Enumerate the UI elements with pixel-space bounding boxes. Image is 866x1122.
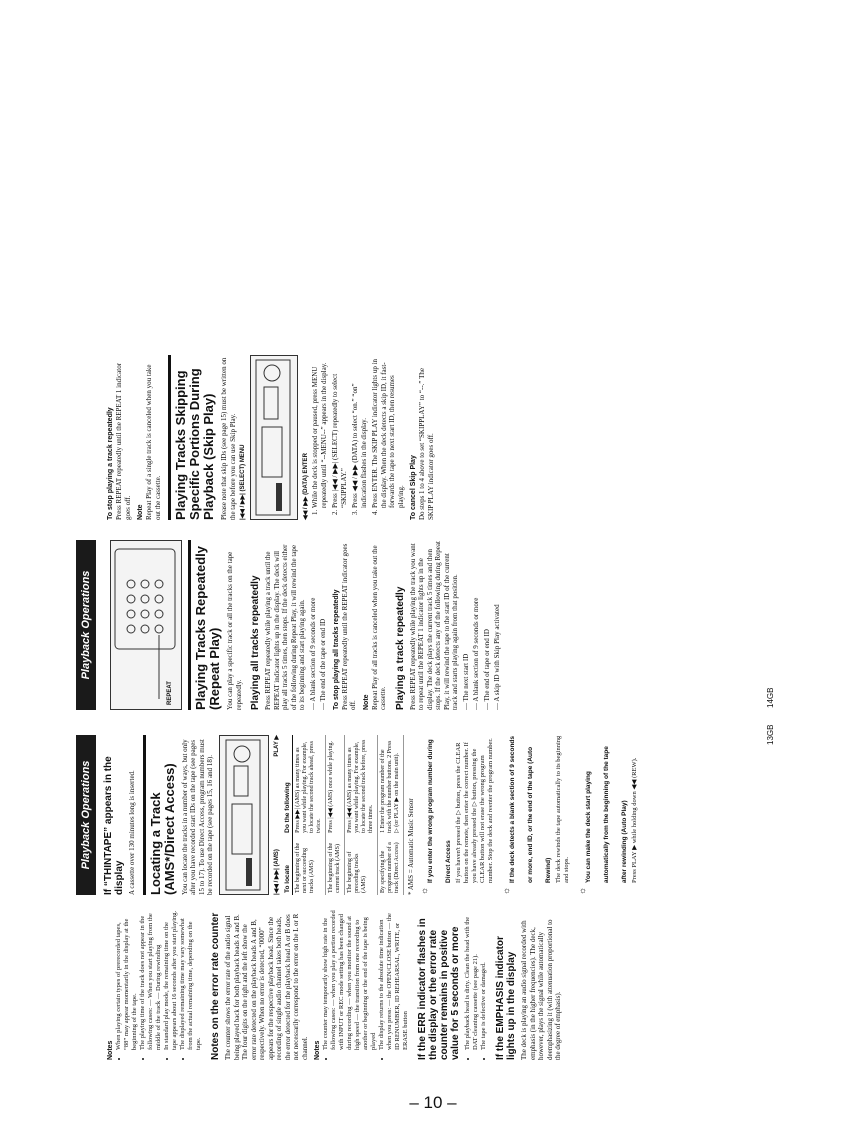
notes2-list	[322, 910, 410, 1060]
left-page-column-2	[76, 735, 645, 895]
left-section-header: Playback Operations	[76, 735, 96, 895]
table-row	[377, 735, 403, 895]
list-item: • The display returns to the absolute time indication when you press: — the OPEN/CLOSE button — the ID RENUMBER, ID REHEARSAL, WRITE, or ERASE button	[378, 910, 410, 1050]
note1-title: Note	[362, 694, 370, 710]
repeat-text: You can play a specific track or all the tracks on the tape repeatedly.	[226, 551, 243, 710]
note2-text: Repeat Play of a single track is canceled when you take out the cassette.	[145, 364, 162, 520]
table-cell: The beginning of the current track (AMS)	[325, 835, 344, 895]
cancel-skip-text: Do steps 1 to 4 above to set “SKIPPLAY” to “--.” The SKIP PLAY indicator goes off.	[418, 367, 435, 520]
skip-play-text: Please note that skip IDs (see page 15) must be written on the tape before you can use Skip Play.	[220, 357, 237, 520]
tip-title: You can make the deck start playing automatically from the beginning of the tape after rewinding (Auto Play)	[585, 746, 628, 883]
stop-all-text: Press REPEAT repeatedly until the REPEAT indicator goes off.	[340, 543, 357, 710]
err-flash-list	[464, 910, 488, 1060]
list-item: • The tape is defective or damaged.	[480, 910, 488, 1050]
note2-title: Note	[137, 504, 144, 520]
deck-front-panel-icon	[251, 356, 295, 519]
all-tracks-item: — The end of the tape or end ID	[319, 618, 327, 710]
locate-table	[283, 735, 404, 895]
tip-text: If you haven't pressed the ▷ button, press the CLEAR button on the remote, then enter the correct number. If you have already pressed the ▷ button, pressing the CLEAR button will not erase the wrong program number. Stop the deck and reenter the program number.	[455, 738, 494, 883]
table-cell: Press |◀◀ (AMS) once while playing.	[325, 735, 344, 835]
thintape-title: If “THINTAPE” appears in the display	[103, 756, 125, 895]
tip-wrong-number	[419, 735, 497, 895]
track-repeat-text: Press REPEAT repeatedly while playing the track you want to repeat until the REPEAT 1 indicator lights up in the display. The deck plays the current track 5 times and then stops. If the deck detects any of the following during Repeat Play, it will rewind the tape to the start ID of the current track and starts playing again from that position.	[408, 541, 459, 710]
all-tracks-title: Playing all tracks repeatedly	[250, 575, 261, 710]
all-tracks-text: Press REPEAT repeatedly while playing a track until the REPEAT indicator lights up in the display. The deck will play all tracks 5 times, then stops. If the deck detects either of the following during Repeat Play, it will rewind the tape to its beginning and start playing again.	[264, 544, 306, 710]
step-item: 1. While the deck is stopped or paused, press MENU repeatedly until “--MENU--” appears in the display.	[311, 355, 328, 508]
table-header: Do the following	[283, 735, 293, 835]
tip-text: Press PLAY ▶ while holding down ◀◀ (REW).	[631, 757, 638, 883]
track-repeat-item: — A blank section of 9 seconds or more	[472, 597, 480, 710]
table-cell: Press ▶▶| (AMS) as many times as you want while playing. For example, to locate the second track ahead, press twice.	[292, 735, 325, 835]
emphasis-title: If the EMPHASIS indicator lights up in the display	[495, 936, 517, 1060]
stop-all-title: To stop playing all tracks repeatedly	[332, 589, 340, 710]
track-repeat-item: — The next start ID	[461, 653, 470, 710]
left-page-column-1	[102, 910, 565, 1060]
list-item: • When playing certain types of prerecorded tapes, “88” may appear momentarily in the display at the beginning of the tape.	[115, 910, 139, 1050]
remote-illustration	[110, 540, 182, 710]
table-header: To locate	[283, 835, 293, 895]
step-item: 4. Press ENTER. The SKIP PLAY indicator lights up in the display. When the deck detects a skip ID, it fast-forwards the tape to next start ID, then resumes playing.	[371, 355, 405, 508]
list-item: • In standard play mode, the remaining time on the tape appears about 16 seconds after you start playing.	[163, 910, 179, 1050]
err-flash-title: If the ERR indicator flashes in the display or the error rate counter remains in positive value for 5 seconds or more	[417, 918, 461, 1060]
right-page-column-1	[76, 540, 504, 710]
list-item: • The playback head is dirty. Clean the head with the DAT cleaning cassette (see page 21).	[464, 910, 480, 1050]
tip-bulb-icon: ☼	[501, 886, 511, 895]
step-item: 2. Press |◀◀ / ▶▶| (SELECT) repeatedly to select “SKIPPLAY.”	[331, 355, 348, 508]
skip-play-steps	[311, 355, 405, 520]
tip-title: If the deck detects a blank section of 9 seconds or more, end ID, or the end of the tape (Auto Rewind)	[509, 735, 552, 883]
table-cell: By specifying the program number of a track (Direct Access)	[377, 835, 403, 895]
error-counter-title: Notes on the error rate counter	[210, 912, 221, 1060]
play-button-label: PLAY ▶	[273, 735, 280, 757]
repeat-title: Playing Tracks Repeatedly (Repeat Play)	[188, 540, 222, 710]
tip-text: The deck rewinds the tape automatically to its beginning and stops.	[555, 735, 570, 883]
table-cell: The beginning of the next or succeeding tracks (AMS)	[292, 835, 325, 895]
ams-button-label: |◀◀ / ▶▶| (AMS)	[273, 849, 280, 895]
right-page-column-2	[102, 355, 437, 520]
rotated-manual-spread	[76, 40, 788, 1080]
tip-auto-rewind	[501, 735, 573, 895]
deck-front-panel-icon	[220, 736, 266, 894]
tip-bulb-icon: ☼	[419, 886, 429, 895]
track-repeat-item: — The end of tape or end ID	[482, 629, 491, 710]
track-repeat-item: — A skip ID with Skip Play activated	[493, 604, 501, 710]
deck-illustration-skip	[250, 355, 298, 520]
table-row	[292, 735, 325, 895]
list-item: • The displayed remaining time may vary somewhat from the actual remaining time, depending on the tape.	[179, 910, 203, 1050]
table-row	[344, 735, 377, 895]
notes2-title: Notes	[314, 1040, 321, 1060]
deck-illustration-ams	[219, 735, 269, 895]
right-section-header: Playback Operations	[76, 540, 96, 710]
error-counter-text: The counter shows the error rate of the audio signal being played back for both playback heads A and B. The four digits on the right and the left show the error rate detected on the playback heads A and B, respectively. When no error is detected, “0000” appears for the respective playback head. Since the recording of single audio channel takes both heads, the error detected for the playback head A or B does not necessarily correspond to the error on the L or R channel.	[224, 913, 309, 1060]
locate-text: You can locate the tracks in a number of ways, but only after you have recorded start IDs on the tape (see pages 15 to 17). To use Direct Access, program numbers must be recorded on the tape (see pages 15, 16 and 18).	[180, 739, 214, 895]
note1-text: Repeat Play of all tracks is canceled when you take out the cassette.	[370, 545, 387, 710]
list-item: • The playing time of the track does not appear in the following cases: — When you start playing from the middle of the track — During rewinding	[139, 910, 163, 1050]
all-tracks-item: — A blank section of 9 seconds or more	[308, 597, 317, 710]
left-page-number: 13GB	[766, 724, 775, 745]
right-page-number: 14GB	[766, 687, 775, 708]
table-cell: Press |◀◀ (AMS) as many times as you want while playing. For example, to locate the second track before, press three times.	[344, 735, 377, 835]
track-repeat-title: Playing a track repeatedly	[394, 586, 406, 710]
tip-bulb-icon: ☼	[577, 886, 587, 895]
table-cell: The beginning of preceding tracks (AMS)	[344, 835, 377, 895]
select-menu-label: |◀◀ / ▶▶| (SELECT) MENU	[240, 444, 246, 520]
thintape-text: A cassette over 130 minutes long is inserted.	[128, 770, 136, 895]
step-item: 3. Press ◀◀ / ▶▶ (DATA) to select “on.” “on” indication flashes in the display.	[351, 355, 368, 508]
data-enter-label: ◀◀ / ▶▶ (DATA) ENTER	[303, 453, 309, 520]
repeat-button-label: REPEAT	[167, 681, 173, 705]
page-number: – 10 –	[409, 1093, 457, 1112]
notes1-list	[115, 910, 203, 1060]
stop-track-text: Press REPEAT repeatedly until the REPEAT 1 indicator goes off.	[115, 362, 132, 520]
notes1-title: Notes	[107, 1040, 114, 1060]
table-row	[325, 735, 344, 895]
list-item: • The counter may temporarily show high rate in the following cases: — when you play a portion recorded with INPUT or REC mode setting has been changed during recording — when you monitor the sound at high speed — the transition from one recording to another or beginning or the end of the tape is being played	[322, 910, 378, 1050]
cancel-skip-title: To cancel Skip Play	[410, 455, 417, 520]
ams-footnote: * AMS = Automatic Music Sensor	[406, 798, 415, 895]
tip-title: If you enter the wrong program number during Direct Access	[427, 739, 452, 883]
emphasis-text: The deck is playing an audio signal recorded with emphasis (in the higher frequencies). The deck, however, plays the signal while automatically deemphasizing it (with attenuation proportional to the degree of emphasis).	[520, 919, 562, 1060]
skip-play-title: Playing Tracks Skipping Specific Portions During Playback (Skip Play)	[168, 355, 216, 520]
tip-auto-play	[577, 735, 641, 895]
table-cell: 1 Enter the program number of the track with the number buttons. 2 Press ▷ (or PLAY ▶ on the main unit).	[377, 735, 403, 835]
stop-track-title: To stop playing a track repeatedly	[107, 407, 114, 520]
locate-title: Locating a Track (AMS*/Direct Access)	[143, 735, 177, 895]
